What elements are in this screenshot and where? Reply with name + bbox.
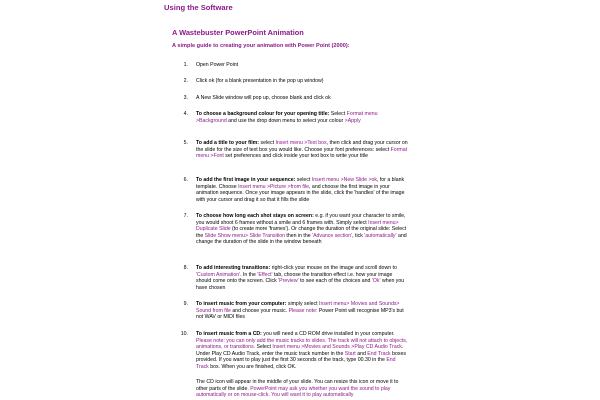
text-run: 'Custom Animation'	[196, 271, 241, 278]
step-text	[196, 95, 408, 102]
step-number: 6.	[183, 177, 188, 183]
text-run: 'Preview'	[278, 278, 299, 285]
text-run: (to create more 'frames'). Or change the duration of the original slide: Select the	[196, 226, 407, 239]
text-run: then in the	[284, 232, 313, 239]
text-run: Start	[344, 350, 356, 357]
step-text	[196, 177, 408, 203]
step-text	[196, 379, 408, 399]
step-text	[196, 78, 408, 85]
text-run: To choose a background colour for your opening title:	[196, 111, 330, 117]
step-number: 7.	[183, 213, 188, 219]
text-run: e.g. if you want your character to smile, you would shoot 6 frames without a smile and 6 frames with. Simply select	[196, 213, 406, 226]
step-text	[196, 331, 408, 371]
text-run: To choose how long each shot stays on screen:	[196, 213, 314, 219]
section-heading: Using the Software	[164, 3, 233, 12]
text-run: , for a blank template. Choose	[196, 177, 405, 190]
step-number: 5.	[183, 140, 188, 146]
text-run: End Track	[196, 357, 396, 370]
text-run: tab, choose the transition effect i.e. how your image should come onto the screen. Click	[196, 271, 393, 285]
step-number: 4.	[183, 111, 188, 117]
text-run: Power Point will recognise MP3's but not WAV or MIDI files	[196, 307, 404, 321]
text-run: and use the drop down menu to select your colour	[226, 117, 345, 124]
text-run: End Track	[367, 350, 391, 357]
text-run: Please note: you can only add the music tracks to slides. The track will not attach to objects, animations, or transitions.	[196, 337, 408, 351]
text-run: Open Power Point	[196, 62, 239, 68]
text-run: Insert menu >Movies and Sounds >Play CD Audio Track	[272, 344, 402, 351]
text-run: Insert menu >New Slide >ok	[311, 177, 377, 183]
text-run: >Apply	[344, 117, 361, 124]
step-text	[196, 301, 408, 321]
text-run: when you have chosen	[196, 278, 405, 291]
text-run: and choose your music.	[230, 307, 289, 314]
text-run: boxes provided. If you want to play just the first 30 seconds of the track, type 00.30 in the	[196, 350, 406, 364]
text-run: box. When you are finished, click OK.	[208, 363, 297, 370]
text-run: 'Advance section'	[312, 232, 353, 239]
text-run: To add the first image in your sequence:	[196, 177, 296, 183]
text-run: To insert music from a CD:	[196, 331, 262, 337]
text-run: 'Ok'	[371, 278, 381, 285]
text-run: . Under Play CD Audio Track, enter the music track number in the	[196, 344, 404, 357]
text-run: and	[355, 350, 368, 357]
text-run: Slide Show menu> Slide Transition	[204, 232, 285, 239]
text-run: select	[295, 177, 312, 183]
text-run: Insert menu >Text box	[275, 140, 327, 146]
text-run: A New Slide window will pop up, choose blank and click ok	[196, 95, 331, 101]
step-number: 8.	[183, 265, 188, 271]
text-run: Select	[329, 111, 347, 117]
text-run: The CD icon will appear in the middle of your slide. You can resize this icon or move it to other parts of the slide.	[196, 379, 399, 392]
text-run: Insert menu> Duplicate Slide	[196, 219, 399, 233]
text-run: simply select	[286, 301, 319, 307]
text-run: right-click your mouse on the image and scroll down to	[270, 265, 397, 271]
text-run: To insert music from your computer:	[196, 301, 287, 307]
document-title: A Wastebuster PowerPoint Animation	[172, 28, 304, 37]
text-run: To add a title to your film:	[196, 140, 260, 146]
text-run: , then click and drag your cursor on the slide for the size of text box you would like. Choose your font preferences: select	[196, 140, 408, 153]
text-run: you will need a CD ROM drive installed in your computer.	[261, 331, 395, 337]
text-run: Click ok (for a blank presentation in the pop up window)	[196, 78, 324, 84]
text-run: . In the	[240, 271, 258, 278]
text-run: Format menu >Font	[196, 146, 408, 160]
text-run: PowerPoint may ask you whether you want the sound to play automatically or on mouse-click. You will want it to play automatically	[196, 385, 391, 399]
text-run: Insert menu >Picture >from file	[238, 183, 310, 190]
step-text	[196, 265, 408, 291]
step-text	[196, 111, 408, 124]
text-run: select	[259, 140, 276, 146]
text-run: Format menu >Background	[196, 111, 378, 124]
text-run: to see each of the choices and	[298, 278, 372, 285]
text-run: , tick	[352, 232, 365, 239]
text-run: and change the duration of the slide in the window beneath	[196, 232, 407, 246]
text-run: To add interesting transitions:	[196, 265, 271, 271]
step-number: 3.	[183, 95, 188, 101]
step-text	[196, 140, 408, 160]
step-number: 1.	[183, 62, 188, 68]
step-number: 10.	[180, 331, 188, 337]
text-run: Select	[255, 344, 273, 351]
text-run: 'Effect'	[257, 271, 273, 278]
step-text	[196, 213, 408, 246]
text-run: Insert menu> Movies and Sounds> Sound from file	[196, 301, 400, 314]
step-text	[196, 62, 408, 69]
text-run: , and choose the first image in your animation sequence. Once your image appears in the slide, click the 'handles' of the image with your cursor and drag it so that it fills the slide	[196, 183, 405, 203]
document-subtitle: A simple guide to creating your animation with Power Point (2000):	[172, 43, 350, 49]
text-run: set preferences and click inside your text box to write your title	[223, 153, 368, 160]
text-run: 'automatically'	[364, 232, 397, 239]
step-number: 2.	[183, 78, 188, 84]
step-number: 9.	[183, 301, 188, 307]
text-run: Please note:	[288, 307, 318, 314]
